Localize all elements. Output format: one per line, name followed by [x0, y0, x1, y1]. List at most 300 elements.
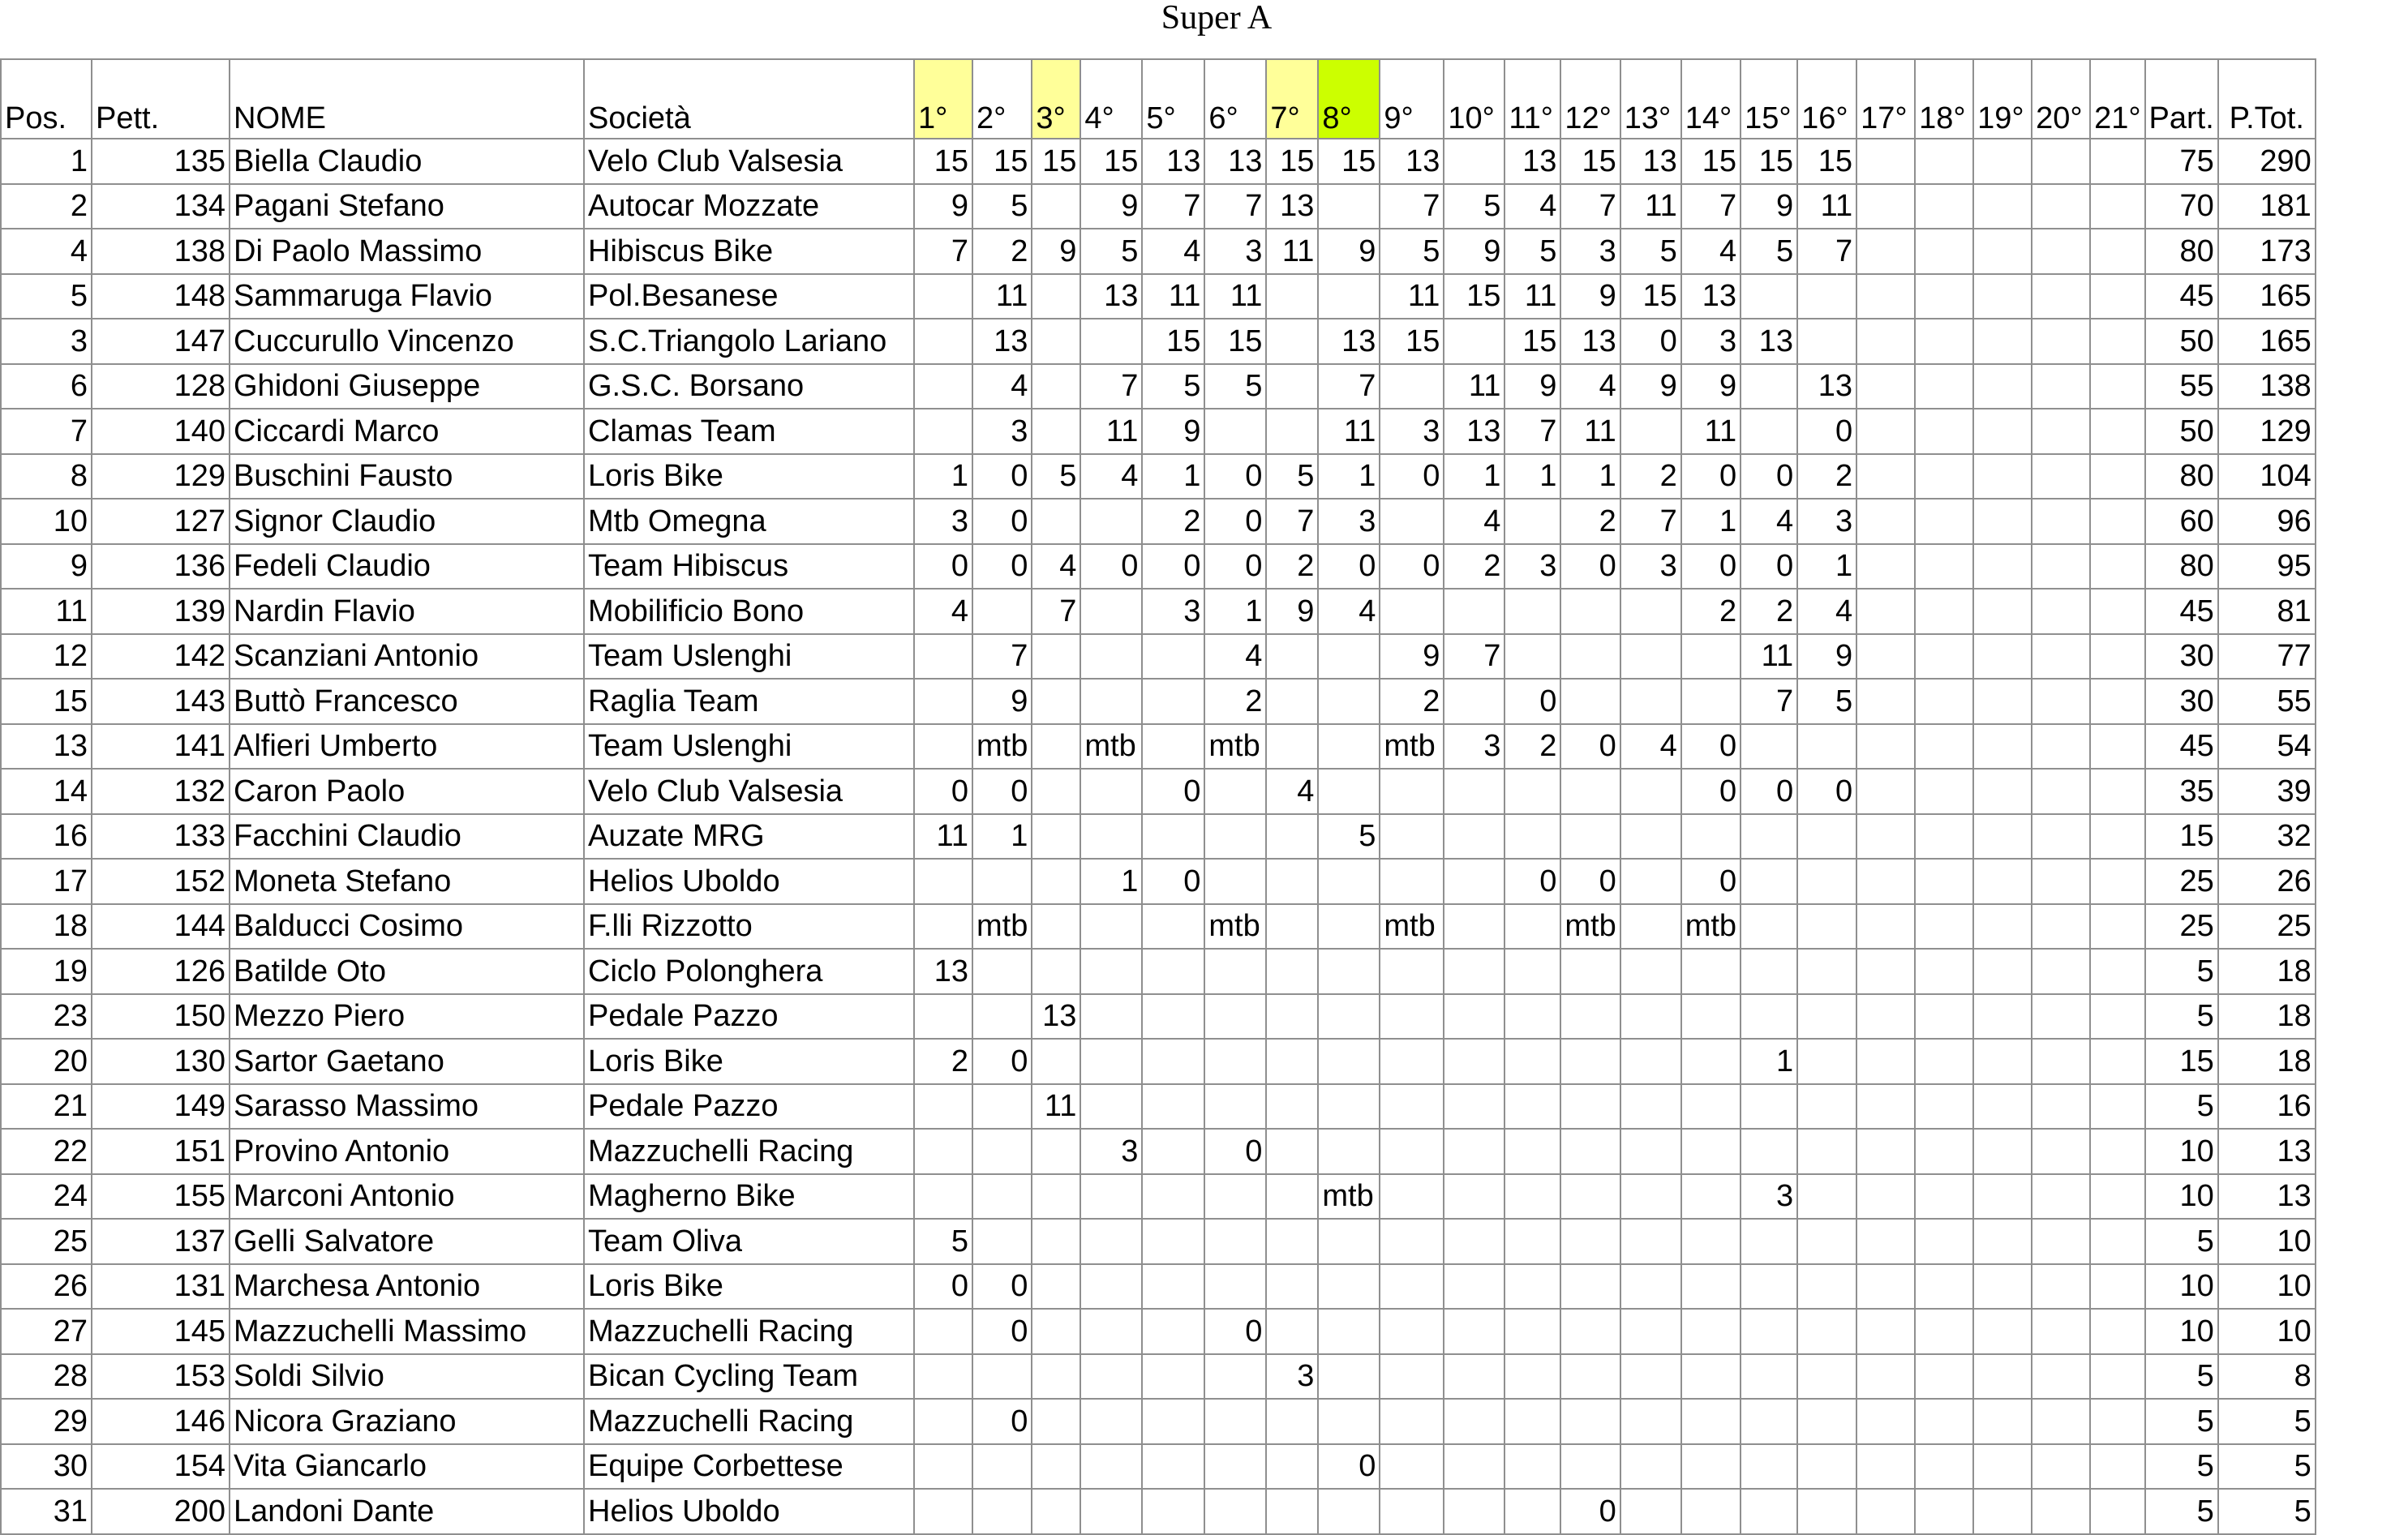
- table-cell: [1856, 724, 1915, 770]
- table-cell: Mazzuchelli Racing: [584, 1309, 914, 1354]
- table-cell: 5: [1204, 364, 1266, 409]
- table-cell: 15: [1142, 319, 1204, 364]
- table-cell: 9: [1318, 229, 1380, 274]
- table-cell: [1504, 1489, 1560, 1534]
- table-cell: Magherno Bike: [584, 1174, 914, 1220]
- table-cell: [2090, 814, 2144, 860]
- table-cell: [1318, 1084, 1380, 1130]
- table-cell: [2032, 1309, 2090, 1354]
- table-cell: 5: [2145, 1489, 2218, 1534]
- table-cell: [1856, 139, 1915, 184]
- table-cell: Gelli Salvatore: [230, 1219, 584, 1264]
- table-cell: [1032, 1399, 1080, 1444]
- table-cell: 0: [1380, 544, 1444, 590]
- table-cell: [1444, 1309, 1504, 1354]
- table-cell: [1266, 814, 1318, 860]
- table-cell: [1973, 1354, 2032, 1400]
- table-cell: 7: [1204, 184, 1266, 229]
- table-cell: 0: [1204, 544, 1266, 590]
- table-cell: 9: [1142, 409, 1204, 454]
- table-cell: Buschini Fausto: [230, 454, 584, 500]
- table-cell: 4: [1032, 544, 1080, 590]
- table-cell: [1266, 1129, 1318, 1174]
- table-cell: [1560, 1219, 1620, 1264]
- column-header: 11°: [1504, 59, 1560, 139]
- table-cell: [1681, 634, 1741, 680]
- table-cell: [1444, 1219, 1504, 1264]
- table-cell: 0: [1080, 544, 1142, 590]
- table-cell: [1560, 1444, 1620, 1490]
- table-cell: 142: [92, 634, 230, 680]
- table-cell: [2090, 1309, 2144, 1354]
- table-cell: [1856, 1354, 1915, 1400]
- table-cell: 5: [1444, 184, 1504, 229]
- table-cell: [1318, 769, 1380, 814]
- table-cell: [2090, 949, 2144, 994]
- table-row: [1, 409, 2316, 454]
- table-cell: [1856, 1444, 1915, 1490]
- table-cell: [2090, 409, 2144, 454]
- table-cell: [1380, 1174, 1444, 1220]
- table-cell: [1797, 1174, 1856, 1220]
- table-cell: [1741, 1399, 1797, 1444]
- table-cell: 5: [2145, 1084, 2218, 1130]
- table-cell: Nardin Flavio: [230, 589, 584, 634]
- table-row: [1, 274, 2316, 319]
- table-cell: Velo Club Valsesia: [584, 769, 914, 814]
- table-cell: [1797, 1354, 1856, 1400]
- table-cell: 0: [1142, 769, 1204, 814]
- table-cell: [2090, 499, 2144, 544]
- table-cell: [972, 1129, 1032, 1174]
- table-cell: [1741, 1264, 1797, 1310]
- table-cell: [1504, 1129, 1560, 1174]
- table-cell: [1681, 1309, 1741, 1354]
- table-cell: 7: [1620, 499, 1681, 544]
- table-row: [1, 634, 2316, 680]
- table-cell: 155: [92, 1174, 230, 1220]
- table-cell: 11: [914, 814, 972, 860]
- table-cell: [2090, 274, 2144, 319]
- table-cell: [1266, 1039, 1318, 1084]
- table-cell: [1444, 679, 1504, 724]
- table-cell: [2032, 1399, 2090, 1444]
- table-cell: 9: [1380, 634, 1444, 680]
- table-cell: [1380, 1129, 1444, 1174]
- table-cell: 152: [92, 859, 230, 904]
- table-cell: [1204, 1174, 1266, 1220]
- table-cell: [1915, 364, 1973, 409]
- table-cell: 4: [1504, 184, 1560, 229]
- table-cell: [1504, 1444, 1560, 1490]
- table-cell: Ciclo Polonghera: [584, 949, 914, 994]
- table-cell: [1318, 1489, 1380, 1534]
- table-cell: [1560, 679, 1620, 724]
- table-cell: [2032, 184, 2090, 229]
- table-row: [1, 1354, 2316, 1400]
- table-cell: 4: [1, 229, 92, 274]
- table-cell: 7: [1504, 409, 1560, 454]
- table-cell: 15: [1204, 319, 1266, 364]
- table-cell: 2: [1681, 589, 1741, 634]
- table-cell: [1620, 409, 1681, 454]
- table-cell: [1973, 1264, 2032, 1310]
- table-cell: [1080, 499, 1142, 544]
- table-cell: 4: [1620, 724, 1681, 770]
- table-cell: 4: [1142, 229, 1204, 274]
- table-cell: [2090, 544, 2144, 590]
- table-cell: 13: [1266, 184, 1318, 229]
- table-cell: [1142, 994, 1204, 1040]
- table-cell: [1142, 1129, 1204, 1174]
- table-cell: [2032, 949, 2090, 994]
- table-cell: [1504, 499, 1560, 544]
- table-cell: mtb: [1380, 724, 1444, 770]
- table-cell: [1681, 1399, 1741, 1444]
- table-cell: [1032, 634, 1080, 680]
- table-cell: 104: [2218, 454, 2316, 500]
- table-cell: [972, 589, 1032, 634]
- table-cell: 3: [1620, 544, 1681, 590]
- table-cell: [2090, 1129, 2144, 1174]
- table-cell: Provino Antonio: [230, 1129, 584, 1174]
- table-cell: [1504, 1309, 1560, 1354]
- table-cell: 2: [1204, 679, 1266, 724]
- table-cell: [1380, 1444, 1444, 1490]
- table-cell: [1204, 409, 1266, 454]
- table-cell: 15: [1504, 319, 1560, 364]
- table-cell: [972, 994, 1032, 1040]
- table-cell: [1444, 319, 1504, 364]
- table-cell: [1032, 679, 1080, 724]
- table-cell: [2032, 904, 2090, 950]
- table-cell: 11: [1741, 634, 1797, 680]
- table-cell: [1318, 634, 1380, 680]
- table-cell: 1: [1204, 589, 1266, 634]
- table-cell: 13: [972, 319, 1032, 364]
- table-cell: [1504, 1264, 1560, 1310]
- table-cell: 147: [92, 319, 230, 364]
- table-cell: 145: [92, 1309, 230, 1354]
- table-cell: [1620, 1264, 1681, 1310]
- table-cell: [1032, 814, 1080, 860]
- table-row: [1, 499, 2316, 544]
- table-cell: [1204, 949, 1266, 994]
- table-cell: [2090, 1354, 2144, 1400]
- table-cell: mtb: [1380, 904, 1444, 950]
- table-cell: [1620, 1039, 1681, 1084]
- table-cell: [1266, 904, 1318, 950]
- table-row: [1, 769, 2316, 814]
- table-cell: [914, 679, 972, 724]
- table-cell: Pagani Stefano: [230, 184, 584, 229]
- table-cell: [1741, 814, 1797, 860]
- table-cell: [2090, 1264, 2144, 1310]
- table-cell: 10: [1, 499, 92, 544]
- table-cell: 1: [1142, 454, 1204, 500]
- table-cell: [1560, 1264, 1620, 1310]
- table-cell: [1915, 679, 1973, 724]
- table-cell: 80: [2145, 229, 2218, 274]
- table-cell: 9: [1032, 229, 1080, 274]
- table-cell: Ghidoni Giuseppe: [230, 364, 584, 409]
- table-cell: [1973, 949, 2032, 994]
- table-cell: Ciccardi Marco: [230, 409, 584, 454]
- table-cell: Pedale Pazzo: [584, 1084, 914, 1130]
- table-cell: Equipe Corbettese: [584, 1444, 914, 1490]
- table-cell: [1142, 679, 1204, 724]
- table-cell: 10: [2145, 1264, 2218, 1310]
- table-cell: [1318, 1354, 1380, 1400]
- table-cell: [2032, 1084, 2090, 1130]
- table-cell: [1620, 1444, 1681, 1490]
- table-cell: [2090, 634, 2144, 680]
- table-cell: [1032, 1174, 1080, 1220]
- table-cell: [1856, 1309, 1915, 1354]
- table-cell: 181: [2218, 184, 2316, 229]
- table-cell: [1560, 1084, 1620, 1130]
- table-cell: [1080, 994, 1142, 1040]
- table-cell: 24: [1, 1174, 92, 1220]
- table-cell: [1973, 904, 2032, 950]
- table-cell: [1560, 949, 1620, 994]
- table-cell: 19: [1, 949, 92, 994]
- table-cell: 15: [1741, 139, 1797, 184]
- table-cell: 1: [1444, 454, 1504, 500]
- table-cell: [914, 859, 972, 904]
- table-cell: [1380, 1039, 1444, 1084]
- table-cell: 0: [1681, 724, 1741, 770]
- table-cell: 81: [2218, 589, 2316, 634]
- table-cell: 173: [2218, 229, 2316, 274]
- table-cell: 5: [1142, 364, 1204, 409]
- table-cell: [1856, 859, 1915, 904]
- table-cell: [1380, 1309, 1444, 1354]
- table-cell: [1973, 994, 2032, 1040]
- table-cell: 5: [914, 1219, 972, 1264]
- table-cell: [1856, 1084, 1915, 1130]
- table-cell: [1266, 679, 1318, 724]
- table-cell: [1681, 1264, 1741, 1310]
- table-cell: [914, 634, 972, 680]
- table-cell: [1032, 319, 1080, 364]
- table-cell: [1444, 1399, 1504, 1444]
- table-cell: 7: [1266, 499, 1318, 544]
- table-cell: [1681, 1354, 1741, 1400]
- table-cell: Caron Paolo: [230, 769, 584, 814]
- table-cell: 165: [2218, 274, 2316, 319]
- table-cell: Di Paolo Massimo: [230, 229, 584, 274]
- table-cell: [972, 949, 1032, 994]
- table-cell: [1915, 409, 1973, 454]
- table-cell: 13: [1681, 274, 1741, 319]
- table-cell: 95: [2218, 544, 2316, 590]
- table-cell: 0: [1560, 544, 1620, 590]
- table-cell: [1856, 1489, 1915, 1534]
- table-cell: 3: [1380, 409, 1444, 454]
- table-cell: 5: [2218, 1399, 2316, 1444]
- table-cell: 5: [2145, 1444, 2218, 1490]
- table-cell: Nicora Graziano: [230, 1399, 584, 1444]
- table-cell: [1266, 1399, 1318, 1444]
- table-cell: [1032, 499, 1080, 544]
- table-cell: 4: [1266, 769, 1318, 814]
- table-cell: [914, 1489, 972, 1534]
- table-cell: 126: [92, 949, 230, 994]
- table-cell: [1504, 589, 1560, 634]
- table-cell: Marchesa Antonio: [230, 1264, 584, 1310]
- table-cell: [1204, 814, 1266, 860]
- table-cell: [1080, 1174, 1142, 1220]
- table-cell: 2: [1380, 679, 1444, 724]
- column-header: P.Tot.: [2218, 59, 2316, 139]
- table-cell: 13: [1560, 319, 1620, 364]
- table-cell: Facchini Claudio: [230, 814, 584, 860]
- column-header: 1°: [914, 59, 972, 139]
- table-cell: [1380, 1084, 1444, 1130]
- table-cell: 20: [1, 1039, 92, 1084]
- table-cell: [1856, 409, 1915, 454]
- table-cell: [1915, 1489, 1973, 1534]
- table-cell: 1: [1318, 454, 1380, 500]
- table-cell: [1504, 769, 1560, 814]
- table-cell: [1681, 814, 1741, 860]
- table-cell: 21: [1, 1084, 92, 1130]
- table-cell: [1620, 1129, 1681, 1174]
- table-cell: [1973, 1219, 2032, 1264]
- table-cell: [1741, 859, 1797, 904]
- table-cell: 30: [2145, 679, 2218, 724]
- table-cell: 10: [2145, 1174, 2218, 1220]
- table-cell: [1080, 1399, 1142, 1444]
- table-cell: Mazzuchelli Massimo: [230, 1309, 584, 1354]
- table-cell: 7: [1080, 364, 1142, 409]
- table-cell: 0: [1741, 544, 1797, 590]
- table-cell: 0: [1681, 769, 1741, 814]
- table-cell: [1560, 1399, 1620, 1444]
- table-cell: [1797, 859, 1856, 904]
- table-cell: [1444, 859, 1504, 904]
- table-cell: 70: [2145, 184, 2218, 229]
- table-cell: 54: [2218, 724, 2316, 770]
- table-cell: [1620, 859, 1681, 904]
- table-cell: [1915, 544, 1973, 590]
- table-cell: 15: [972, 139, 1032, 184]
- table-cell: [1080, 949, 1142, 994]
- table-cell: 75: [2145, 139, 2218, 184]
- table-cell: Loris Bike: [584, 1039, 914, 1084]
- table-cell: 10: [2218, 1309, 2316, 1354]
- table-cell: 1: [1080, 859, 1142, 904]
- table-cell: [1620, 1399, 1681, 1444]
- table-cell: Team Hibiscus: [584, 544, 914, 590]
- table-body: [1, 139, 2316, 1534]
- table-cell: 0: [972, 544, 1032, 590]
- table-cell: [1973, 1084, 2032, 1130]
- table-cell: [1620, 904, 1681, 950]
- table-cell: 3: [1560, 229, 1620, 274]
- table-cell: 11: [1142, 274, 1204, 319]
- table-cell: [1973, 319, 2032, 364]
- table-cell: Mtb Omegna: [584, 499, 914, 544]
- table-cell: [1620, 1219, 1681, 1264]
- table-cell: 5: [1318, 814, 1380, 860]
- table-cell: 50: [2145, 319, 2218, 364]
- table-cell: [1856, 1264, 1915, 1310]
- table-cell: [2032, 1264, 2090, 1310]
- table-cell: 0: [1204, 454, 1266, 500]
- table-cell: [1032, 859, 1080, 904]
- table-cell: 14: [1, 769, 92, 814]
- table-cell: 15: [1032, 139, 1080, 184]
- column-header: 9°: [1380, 59, 1444, 139]
- table-cell: [1204, 1444, 1266, 1490]
- table-cell: 139: [92, 589, 230, 634]
- table-cell: Team Uslenghi: [584, 634, 914, 680]
- table-cell: [1741, 1084, 1797, 1130]
- table-cell: [1797, 1489, 1856, 1534]
- table-cell: [1973, 1174, 2032, 1220]
- table-cell: [1266, 364, 1318, 409]
- table-cell: [1032, 1444, 1080, 1490]
- table-cell: [2090, 1174, 2144, 1220]
- table-row: [1, 859, 2316, 904]
- table-cell: 2: [1266, 544, 1318, 590]
- table-cell: [1681, 1489, 1741, 1534]
- table-cell: 0: [1681, 454, 1741, 500]
- table-cell: 1: [1, 139, 92, 184]
- table-cell: 7: [1142, 184, 1204, 229]
- table-cell: 0: [1204, 1309, 1266, 1354]
- table-cell: 3: [1204, 229, 1266, 274]
- table-cell: 25: [2145, 904, 2218, 950]
- table-cell: 5: [1, 274, 92, 319]
- table-cell: Sarasso Massimo: [230, 1084, 584, 1130]
- table-cell: 143: [92, 679, 230, 724]
- table-cell: [1444, 589, 1504, 634]
- table-cell: [914, 1309, 972, 1354]
- table-cell: [1915, 1039, 1973, 1084]
- table-cell: [1080, 1084, 1142, 1130]
- table-cell: [1797, 319, 1856, 364]
- column-header: 5°: [1142, 59, 1204, 139]
- standings-table: [0, 58, 2316, 1535]
- table-cell: 4: [1741, 499, 1797, 544]
- table-cell: [2032, 139, 2090, 184]
- column-header: 4°: [1080, 59, 1142, 139]
- table-cell: 15: [2145, 1039, 2218, 1084]
- table-cell: 18: [2218, 949, 2316, 994]
- table-cell: [1080, 1219, 1142, 1264]
- table-cell: [1266, 859, 1318, 904]
- table-cell: [1318, 1129, 1380, 1174]
- table-cell: [1080, 1309, 1142, 1354]
- table-cell: 130: [92, 1039, 230, 1084]
- table-cell: [1741, 1129, 1797, 1174]
- table-cell: [1915, 949, 1973, 994]
- table-cell: [1266, 1309, 1318, 1354]
- table-cell: 0: [972, 499, 1032, 544]
- table-cell: [1856, 1129, 1915, 1174]
- table-cell: [1741, 1444, 1797, 1490]
- table-cell: [1080, 589, 1142, 634]
- table-cell: 96: [2218, 499, 2316, 544]
- column-header: 8°: [1318, 59, 1380, 139]
- column-header: 7°: [1266, 59, 1318, 139]
- table-cell: 55: [2218, 679, 2316, 724]
- table-cell: [2032, 544, 2090, 590]
- table-cell: [1032, 769, 1080, 814]
